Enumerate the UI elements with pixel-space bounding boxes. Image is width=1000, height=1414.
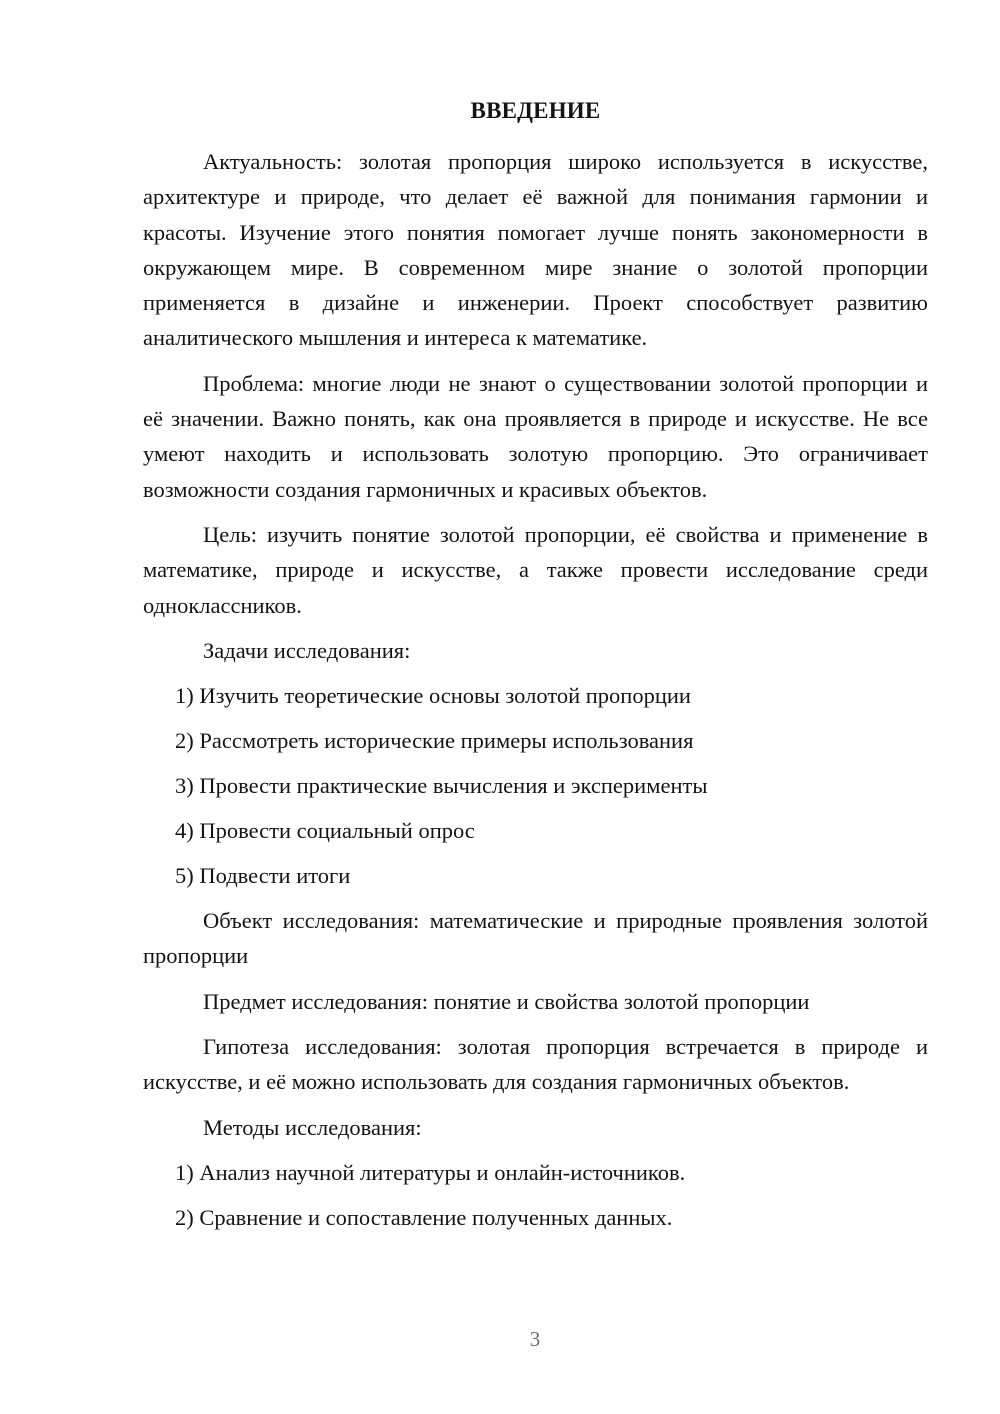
problem-paragraph: Проблема: многие люди не знают о существовании золотой пропорции и её значении. Важно понять, как она проявляется в природе и искусстве. Не все умеют находить и использовать золотую пропорцию. Это ограничивает возможности создания гармоничных и красивых объектов. xyxy=(143,370,928,502)
subject-paragraph: Предмет исследования: понятие и свойства золотой пропорции xyxy=(203,988,810,1014)
document-page xyxy=(143,96,928,1245)
list-item: 2) Сравнение и сопоставление полученных данных. xyxy=(175,1204,673,1230)
list-item: 1) Анализ научной литературы и онлайн-источников. xyxy=(175,1159,686,1185)
list-item: 1) Изучить теоретические основы золотой пропорции xyxy=(175,683,691,709)
hypothesis-paragraph: Гипотеза исследования: золотая пропорция встречается в природе и искусстве, и её можно использовать для создания гармоничных объектов. xyxy=(143,1034,928,1095)
methods-heading: Методы исследования: xyxy=(203,1114,422,1140)
tasks-heading: Задачи исследования: xyxy=(203,637,411,663)
section-title: ВВЕДЕНИЕ xyxy=(470,98,601,123)
list-item: 5) Подвести итоги xyxy=(175,863,351,889)
list-item: 3) Провести практические вычисления и эксперименты xyxy=(175,773,708,799)
relevance-paragraph: Актуальность: золотая пропорция широко используется в искусстве, архитектуре и природе, что делает её важной для понимания гармонии и красоты. Изучение этого понятия помогает лучше понять закономерности в окружающем мире. В современном мире знание о золотой пропорции применяется в дизайне и инженерии. Проект способствует развитию аналитического мышления и интереса к математике. xyxy=(143,149,928,351)
list-item: 2) Рассмотреть исторические примеры использования xyxy=(175,728,694,754)
page-number: 3 xyxy=(529,1327,541,1351)
methods-list xyxy=(143,1155,928,1235)
object-paragraph: Объект исследования: математические и природные проявления золотой пропорции xyxy=(143,908,928,969)
goal-paragraph: Цель: изучить понятие золотой пропорции, её свойства и применение в математике, природе и искусстве, а также провести исследование среди одноклассников. xyxy=(143,521,928,618)
tasks-list xyxy=(143,678,928,893)
list-item: 4) Провести социальный опрос xyxy=(175,818,475,844)
